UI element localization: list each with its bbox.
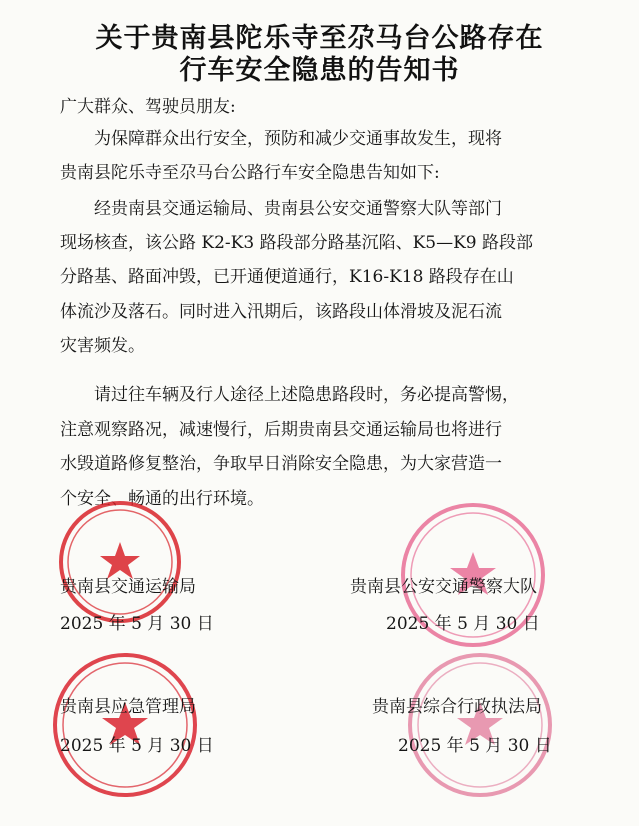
para2-line: 分路基、路面冲毁，已开通便道通行，K16-K18 路段存在山 [60, 267, 514, 287]
signature-org: 贵南县公安交通警察大队 [350, 577, 537, 597]
para2-line: 体流沙及落石。同时进入汛期后，该路段山体滑坡及泥石流 [60, 302, 502, 322]
title-line-1: 关于贵南县陀乐寺至尕马台公路存在 [95, 23, 544, 54]
title-line-2: 行车安全隐患的告知书 [179, 55, 460, 86]
signature-org: 贵南县交通运输局 [60, 577, 196, 597]
para3-line: 个安全、畅通的出行环境。 [60, 489, 264, 509]
para1-line: 贵南县陀乐寺至尕马台公路行车安全隐患告知如下: [60, 163, 440, 183]
seal-transport-bureau [56, 498, 184, 626]
signature-date: 2025 年 5 月 30 日 [60, 614, 214, 634]
para3-line: 请过往车辆及行人途径上述隐患路段时，务必提高警惕， [94, 385, 519, 405]
signature-org: 贵南县应急管理局 [60, 697, 196, 717]
seal-emergency-bureau [50, 650, 200, 800]
signature-date: 2025 年 5 月 30 日 [60, 736, 214, 756]
para1-line: 为保障群众出行安全，预防和减少交通事故发生，现将 [94, 129, 502, 149]
signature-date: 2025 年 5 月 30 日 [386, 614, 540, 634]
para3-line: 水毁道路修复整治，争取早日消除安全隐患，为大家营造一 [60, 454, 502, 474]
para2-line: 现场核查，该公路 K2-K3 路段部分路基沉陷、K5—K9 路段部 [60, 233, 534, 253]
signature-org: 贵南县综合行政执法局 [372, 697, 542, 717]
seal-law-enforcement [405, 650, 555, 800]
para3-line: 注意观察路况，减速慢行，后期贵南县交通运输局也将进行 [60, 420, 502, 440]
signature-date: 2025 年 5 月 30 日 [398, 736, 552, 756]
para2-line: 经贵南县交通运输局、贵南县公安交通警察大队等部门 [94, 199, 502, 219]
para2-line: 灾害频发。 [60, 336, 145, 356]
salutation: 广大群众、驾驶员朋友: [60, 97, 236, 117]
